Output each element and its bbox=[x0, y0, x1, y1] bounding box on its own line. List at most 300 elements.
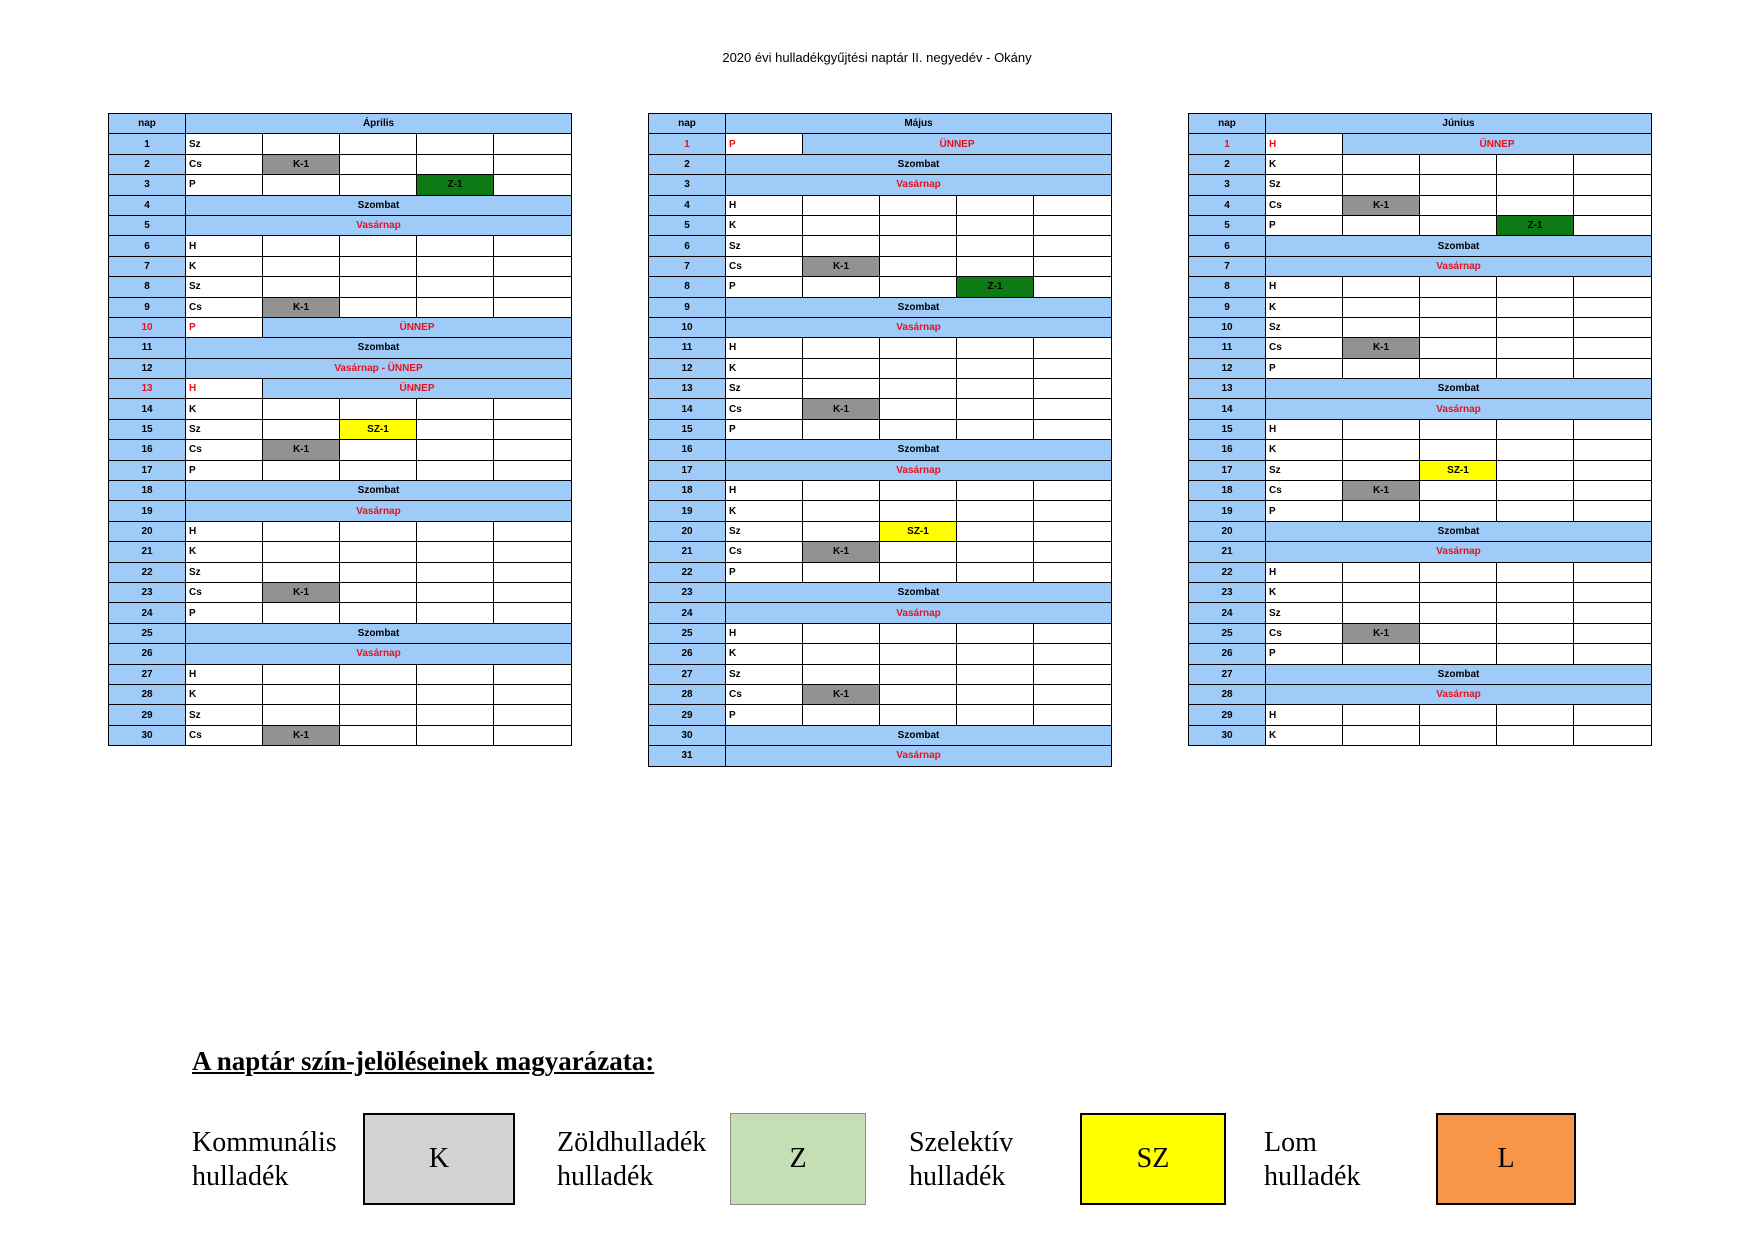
day-number: 2 bbox=[649, 154, 726, 174]
weekday-label: H bbox=[1266, 277, 1343, 297]
collection-cell: Z-1 bbox=[417, 175, 494, 195]
day-row bbox=[109, 277, 572, 297]
empty-cell bbox=[494, 256, 572, 276]
day-number: 6 bbox=[649, 236, 726, 256]
collection-cell: Z-1 bbox=[1497, 215, 1574, 235]
empty-cell bbox=[417, 705, 494, 725]
month-name: Május bbox=[726, 114, 1112, 134]
day-row bbox=[109, 297, 572, 317]
legend-label-kommunalis bbox=[192, 1126, 337, 1194]
calendar-april bbox=[108, 113, 572, 746]
weekday-label: Cs bbox=[186, 154, 263, 174]
legend-swatch-sz: SZ bbox=[1080, 1113, 1226, 1205]
empty-cell bbox=[880, 562, 957, 582]
day-row bbox=[109, 399, 572, 419]
weekday-label: K bbox=[186, 542, 263, 562]
weekday-label: P bbox=[1266, 358, 1343, 378]
day-number: 8 bbox=[649, 277, 726, 297]
day-number: 29 bbox=[649, 705, 726, 725]
weekday-label: H bbox=[1266, 562, 1343, 582]
saturday-row-label: Szombat bbox=[186, 195, 572, 215]
empty-cell bbox=[1574, 358, 1652, 378]
day-row bbox=[649, 746, 1112, 766]
empty-cell bbox=[1574, 562, 1652, 582]
day-row bbox=[649, 725, 1112, 745]
empty-cell bbox=[1497, 481, 1574, 501]
day-number: 31 bbox=[649, 746, 726, 766]
day-row bbox=[1189, 215, 1652, 235]
collection-cell: SZ-1 bbox=[340, 419, 417, 439]
day-row bbox=[1189, 338, 1652, 358]
weekday-label: Cs bbox=[186, 582, 263, 602]
day-row bbox=[1189, 399, 1652, 419]
empty-cell bbox=[1034, 419, 1112, 439]
empty-cell bbox=[880, 684, 957, 704]
empty-cell bbox=[803, 501, 880, 521]
empty-cell bbox=[957, 236, 1034, 256]
weekday-label: H bbox=[186, 379, 263, 399]
empty-cell bbox=[1034, 338, 1112, 358]
column-header-nap: nap bbox=[649, 114, 726, 134]
sunday-row-label: Vasárnap bbox=[726, 603, 1112, 623]
empty-cell bbox=[340, 603, 417, 623]
empty-cell bbox=[340, 582, 417, 602]
day-row bbox=[649, 582, 1112, 602]
empty-cell bbox=[880, 379, 957, 399]
collection-cell: K-1 bbox=[803, 542, 880, 562]
day-row bbox=[1189, 603, 1652, 623]
day-number: 30 bbox=[109, 725, 186, 745]
weekday-label: Sz bbox=[726, 521, 803, 541]
empty-cell bbox=[494, 236, 572, 256]
holiday-label: ÜNNEP bbox=[263, 317, 572, 337]
saturday-row-label: Szombat bbox=[726, 582, 1112, 602]
weekday-label: H bbox=[1266, 705, 1343, 725]
empty-cell bbox=[957, 195, 1034, 215]
collection-cell: K-1 bbox=[803, 256, 880, 276]
empty-cell bbox=[417, 297, 494, 317]
empty-cell bbox=[494, 419, 572, 439]
empty-cell bbox=[340, 562, 417, 582]
empty-cell bbox=[417, 521, 494, 541]
weekday-label: H bbox=[726, 338, 803, 358]
weekday-label: Sz bbox=[726, 236, 803, 256]
day-number: 5 bbox=[649, 215, 726, 235]
empty-cell bbox=[494, 277, 572, 297]
day-number: 3 bbox=[1189, 175, 1266, 195]
day-number: 22 bbox=[1189, 562, 1266, 582]
saturday-row-label: Szombat bbox=[186, 338, 572, 358]
saturday-row-label: Szombat bbox=[186, 481, 572, 501]
weekday-label: Cs bbox=[726, 684, 803, 704]
day-row bbox=[109, 195, 572, 215]
empty-cell bbox=[1574, 623, 1652, 643]
empty-cell bbox=[263, 277, 340, 297]
day-number: 29 bbox=[1189, 705, 1266, 725]
sunday-row-label: Vasárnap bbox=[1266, 542, 1652, 562]
day-number: 1 bbox=[109, 134, 186, 154]
weekday-label: Sz bbox=[1266, 317, 1343, 337]
collection-cell: K-1 bbox=[1343, 338, 1420, 358]
saturday-row-label: Szombat bbox=[726, 440, 1112, 460]
day-row bbox=[649, 542, 1112, 562]
sunday-row-label: Vasárnap bbox=[186, 215, 572, 235]
day-row bbox=[109, 256, 572, 276]
empty-cell bbox=[1574, 175, 1652, 195]
day-number: 18 bbox=[109, 481, 186, 501]
day-number: 20 bbox=[109, 521, 186, 541]
day-row bbox=[109, 603, 572, 623]
empty-cell bbox=[1420, 623, 1497, 643]
empty-cell bbox=[1034, 481, 1112, 501]
empty-cell bbox=[417, 542, 494, 562]
day-number: 24 bbox=[649, 603, 726, 623]
sunday-row-label: Vasárnap bbox=[726, 460, 1112, 480]
empty-cell bbox=[1420, 603, 1497, 623]
day-row bbox=[649, 317, 1112, 337]
day-row bbox=[649, 664, 1112, 684]
day-row bbox=[649, 256, 1112, 276]
day-row bbox=[109, 236, 572, 256]
empty-cell bbox=[957, 542, 1034, 562]
empty-cell bbox=[263, 684, 340, 704]
legend-label-line: Lom bbox=[1264, 1127, 1317, 1158]
weekday-label: P bbox=[186, 175, 263, 195]
sunday-row-label: Vasárnap bbox=[726, 175, 1112, 195]
empty-cell bbox=[263, 236, 340, 256]
empty-cell bbox=[340, 684, 417, 704]
day-number: 28 bbox=[649, 684, 726, 704]
empty-cell bbox=[1343, 705, 1420, 725]
empty-cell bbox=[494, 440, 572, 460]
day-row bbox=[109, 705, 572, 725]
collection-cell: K-1 bbox=[803, 399, 880, 419]
empty-cell bbox=[263, 521, 340, 541]
empty-cell bbox=[1034, 399, 1112, 419]
day-row bbox=[109, 419, 572, 439]
column-header-nap: nap bbox=[1189, 114, 1266, 134]
day-number: 7 bbox=[109, 256, 186, 276]
empty-cell bbox=[263, 705, 340, 725]
empty-cell bbox=[1034, 664, 1112, 684]
weekday-label: Sz bbox=[726, 664, 803, 684]
day-row bbox=[1189, 725, 1652, 745]
day-row bbox=[109, 134, 572, 154]
empty-cell bbox=[494, 582, 572, 602]
day-row bbox=[649, 236, 1112, 256]
day-row bbox=[1189, 623, 1652, 643]
weekday-label: H bbox=[1266, 134, 1343, 154]
legend-title: A naptár szín-jelöléseinek magyarázata: bbox=[192, 1046, 655, 1076]
empty-cell bbox=[1574, 297, 1652, 317]
empty-cell bbox=[417, 562, 494, 582]
saturday-row-label: Szombat bbox=[1266, 236, 1652, 256]
weekday-label: K bbox=[1266, 440, 1343, 460]
day-number: 13 bbox=[109, 379, 186, 399]
day-number: 22 bbox=[649, 562, 726, 582]
empty-cell bbox=[880, 705, 957, 725]
day-number: 3 bbox=[109, 175, 186, 195]
empty-cell bbox=[1420, 215, 1497, 235]
empty-cell bbox=[1343, 460, 1420, 480]
day-row bbox=[109, 644, 572, 664]
legend-swatch-z: Z bbox=[730, 1113, 866, 1205]
empty-cell bbox=[1420, 725, 1497, 745]
day-row bbox=[109, 358, 572, 378]
empty-cell bbox=[263, 134, 340, 154]
empty-cell bbox=[263, 603, 340, 623]
empty-cell bbox=[1497, 501, 1574, 521]
empty-cell bbox=[1497, 440, 1574, 460]
weekday-label: Sz bbox=[726, 379, 803, 399]
empty-cell bbox=[880, 419, 957, 439]
day-number: 25 bbox=[649, 623, 726, 643]
legend-label-zoldhulladek bbox=[557, 1126, 706, 1194]
empty-cell bbox=[957, 684, 1034, 704]
empty-cell bbox=[957, 256, 1034, 276]
day-row bbox=[1189, 644, 1652, 664]
empty-cell bbox=[1574, 338, 1652, 358]
day-number: 17 bbox=[1189, 460, 1266, 480]
empty-cell bbox=[957, 215, 1034, 235]
empty-cell bbox=[1574, 460, 1652, 480]
weekday-label: K bbox=[726, 644, 803, 664]
empty-cell bbox=[1343, 175, 1420, 195]
empty-cell bbox=[1574, 317, 1652, 337]
day-row bbox=[109, 725, 572, 745]
day-row bbox=[109, 215, 572, 235]
month-name: Június bbox=[1266, 114, 1652, 134]
day-row bbox=[649, 154, 1112, 174]
day-number: 29 bbox=[109, 705, 186, 725]
empty-cell bbox=[1343, 154, 1420, 174]
collection-cell: K-1 bbox=[1343, 481, 1420, 501]
day-number: 19 bbox=[109, 501, 186, 521]
empty-cell bbox=[494, 603, 572, 623]
empty-cell bbox=[340, 256, 417, 276]
collection-cell: K-1 bbox=[263, 725, 340, 745]
empty-cell bbox=[1034, 195, 1112, 215]
empty-cell bbox=[1420, 338, 1497, 358]
empty-cell bbox=[957, 562, 1034, 582]
calendar-may bbox=[648, 113, 1112, 767]
empty-cell bbox=[1420, 358, 1497, 378]
day-number: 13 bbox=[649, 379, 726, 399]
day-row bbox=[1189, 297, 1652, 317]
day-row bbox=[1189, 460, 1652, 480]
empty-cell bbox=[417, 277, 494, 297]
saturday-row-label: Szombat bbox=[726, 725, 1112, 745]
empty-cell bbox=[1343, 440, 1420, 460]
weekday-label: H bbox=[726, 481, 803, 501]
day-number: 10 bbox=[109, 317, 186, 337]
empty-cell bbox=[880, 664, 957, 684]
day-number: 9 bbox=[649, 297, 726, 317]
empty-cell bbox=[494, 705, 572, 725]
empty-cell bbox=[1034, 236, 1112, 256]
saturday-row-label: Szombat bbox=[1266, 521, 1652, 541]
weekday-label: P bbox=[1266, 501, 1343, 521]
day-row bbox=[109, 542, 572, 562]
day-row bbox=[1189, 440, 1652, 460]
day-number: 25 bbox=[109, 623, 186, 643]
day-number: 24 bbox=[1189, 603, 1266, 623]
day-row bbox=[649, 684, 1112, 704]
empty-cell bbox=[494, 521, 572, 541]
day-number: 20 bbox=[1189, 521, 1266, 541]
empty-cell bbox=[957, 358, 1034, 378]
empty-cell bbox=[880, 644, 957, 664]
day-row bbox=[649, 623, 1112, 643]
legend-label-line: Kommunális bbox=[192, 1127, 337, 1158]
day-number: 21 bbox=[109, 542, 186, 562]
day-number: 16 bbox=[109, 440, 186, 460]
weekday-label: K bbox=[1266, 582, 1343, 602]
day-row bbox=[1189, 175, 1652, 195]
day-number: 4 bbox=[1189, 195, 1266, 215]
empty-cell bbox=[494, 542, 572, 562]
empty-cell bbox=[880, 542, 957, 562]
empty-cell bbox=[340, 725, 417, 745]
empty-cell bbox=[803, 379, 880, 399]
empty-cell bbox=[340, 521, 417, 541]
empty-cell bbox=[1343, 603, 1420, 623]
empty-cell bbox=[803, 705, 880, 725]
weekday-label: Sz bbox=[186, 705, 263, 725]
empty-cell bbox=[880, 623, 957, 643]
weekday-label: Cs bbox=[186, 297, 263, 317]
day-row bbox=[1189, 134, 1652, 154]
weekday-label: Cs bbox=[1266, 195, 1343, 215]
weekday-label: Cs bbox=[1266, 338, 1343, 358]
empty-cell bbox=[340, 460, 417, 480]
day-row bbox=[1189, 317, 1652, 337]
empty-cell bbox=[417, 603, 494, 623]
day-row bbox=[1189, 358, 1652, 378]
sunday-row-label: Vasárnap - ÜNNEP bbox=[186, 358, 572, 378]
holiday-label: ÜNNEP bbox=[1343, 134, 1652, 154]
empty-cell bbox=[263, 419, 340, 439]
day-row bbox=[649, 134, 1112, 154]
empty-cell bbox=[494, 684, 572, 704]
empty-cell bbox=[417, 256, 494, 276]
weekday-label: P bbox=[726, 277, 803, 297]
empty-cell bbox=[1497, 297, 1574, 317]
holiday-label: ÜNNEP bbox=[803, 134, 1112, 154]
weekday-label: K bbox=[1266, 297, 1343, 317]
day-number: 1 bbox=[649, 134, 726, 154]
empty-cell bbox=[494, 725, 572, 745]
weekday-label: Sz bbox=[186, 562, 263, 582]
day-row bbox=[109, 460, 572, 480]
day-row bbox=[649, 481, 1112, 501]
empty-cell bbox=[340, 297, 417, 317]
empty-cell bbox=[1034, 542, 1112, 562]
weekday-label: Cs bbox=[1266, 623, 1343, 643]
day-number: 4 bbox=[109, 195, 186, 215]
day-number: 7 bbox=[649, 256, 726, 276]
day-row bbox=[1189, 562, 1652, 582]
weekday-label: H bbox=[186, 236, 263, 256]
empty-cell bbox=[1034, 705, 1112, 725]
saturday-row-label: Szombat bbox=[1266, 664, 1652, 684]
day-number: 5 bbox=[109, 215, 186, 235]
empty-cell bbox=[1343, 725, 1420, 745]
collection-cell: K-1 bbox=[263, 154, 340, 174]
day-row bbox=[649, 501, 1112, 521]
day-row bbox=[649, 562, 1112, 582]
day-number: 7 bbox=[1189, 256, 1266, 276]
day-row bbox=[1189, 521, 1652, 541]
day-row bbox=[109, 501, 572, 521]
weekday-label: P bbox=[186, 460, 263, 480]
empty-cell bbox=[494, 134, 572, 154]
empty-cell bbox=[957, 623, 1034, 643]
empty-cell bbox=[957, 521, 1034, 541]
empty-cell bbox=[1420, 705, 1497, 725]
day-row bbox=[1189, 236, 1652, 256]
day-number: 21 bbox=[649, 542, 726, 562]
empty-cell bbox=[494, 664, 572, 684]
empty-cell bbox=[340, 542, 417, 562]
empty-cell bbox=[880, 195, 957, 215]
day-row bbox=[109, 623, 572, 643]
sunday-row-label: Vasárnap bbox=[726, 746, 1112, 766]
empty-cell bbox=[1420, 644, 1497, 664]
empty-cell bbox=[1343, 582, 1420, 602]
day-row bbox=[649, 195, 1112, 215]
empty-cell bbox=[803, 195, 880, 215]
weekday-label: K bbox=[726, 501, 803, 521]
day-row bbox=[1189, 481, 1652, 501]
collection-cell: K-1 bbox=[263, 297, 340, 317]
empty-cell bbox=[494, 297, 572, 317]
empty-cell bbox=[263, 664, 340, 684]
empty-cell bbox=[417, 460, 494, 480]
day-number: 12 bbox=[649, 358, 726, 378]
day-number: 20 bbox=[649, 521, 726, 541]
empty-cell bbox=[957, 501, 1034, 521]
day-number: 1 bbox=[1189, 134, 1266, 154]
empty-cell bbox=[1497, 317, 1574, 337]
day-row bbox=[649, 215, 1112, 235]
empty-cell bbox=[417, 664, 494, 684]
day-number: 4 bbox=[649, 195, 726, 215]
header-row bbox=[109, 114, 572, 134]
day-number: 6 bbox=[109, 236, 186, 256]
day-number: 30 bbox=[649, 725, 726, 745]
weekday-label: P bbox=[726, 134, 803, 154]
day-number: 27 bbox=[109, 664, 186, 684]
empty-cell bbox=[1343, 215, 1420, 235]
day-number: 19 bbox=[1189, 501, 1266, 521]
day-number: 11 bbox=[1189, 338, 1266, 358]
day-row bbox=[109, 175, 572, 195]
day-number: 22 bbox=[109, 562, 186, 582]
empty-cell bbox=[340, 440, 417, 460]
empty-cell bbox=[263, 256, 340, 276]
weekday-label: P bbox=[726, 419, 803, 439]
empty-cell bbox=[1034, 562, 1112, 582]
day-number: 14 bbox=[109, 399, 186, 419]
weekday-label: Sz bbox=[1266, 460, 1343, 480]
day-number: 23 bbox=[649, 582, 726, 602]
empty-cell bbox=[1034, 215, 1112, 235]
day-row bbox=[109, 481, 572, 501]
weekday-label: H bbox=[186, 664, 263, 684]
column-header-nap: nap bbox=[109, 114, 186, 134]
day-number: 12 bbox=[1189, 358, 1266, 378]
